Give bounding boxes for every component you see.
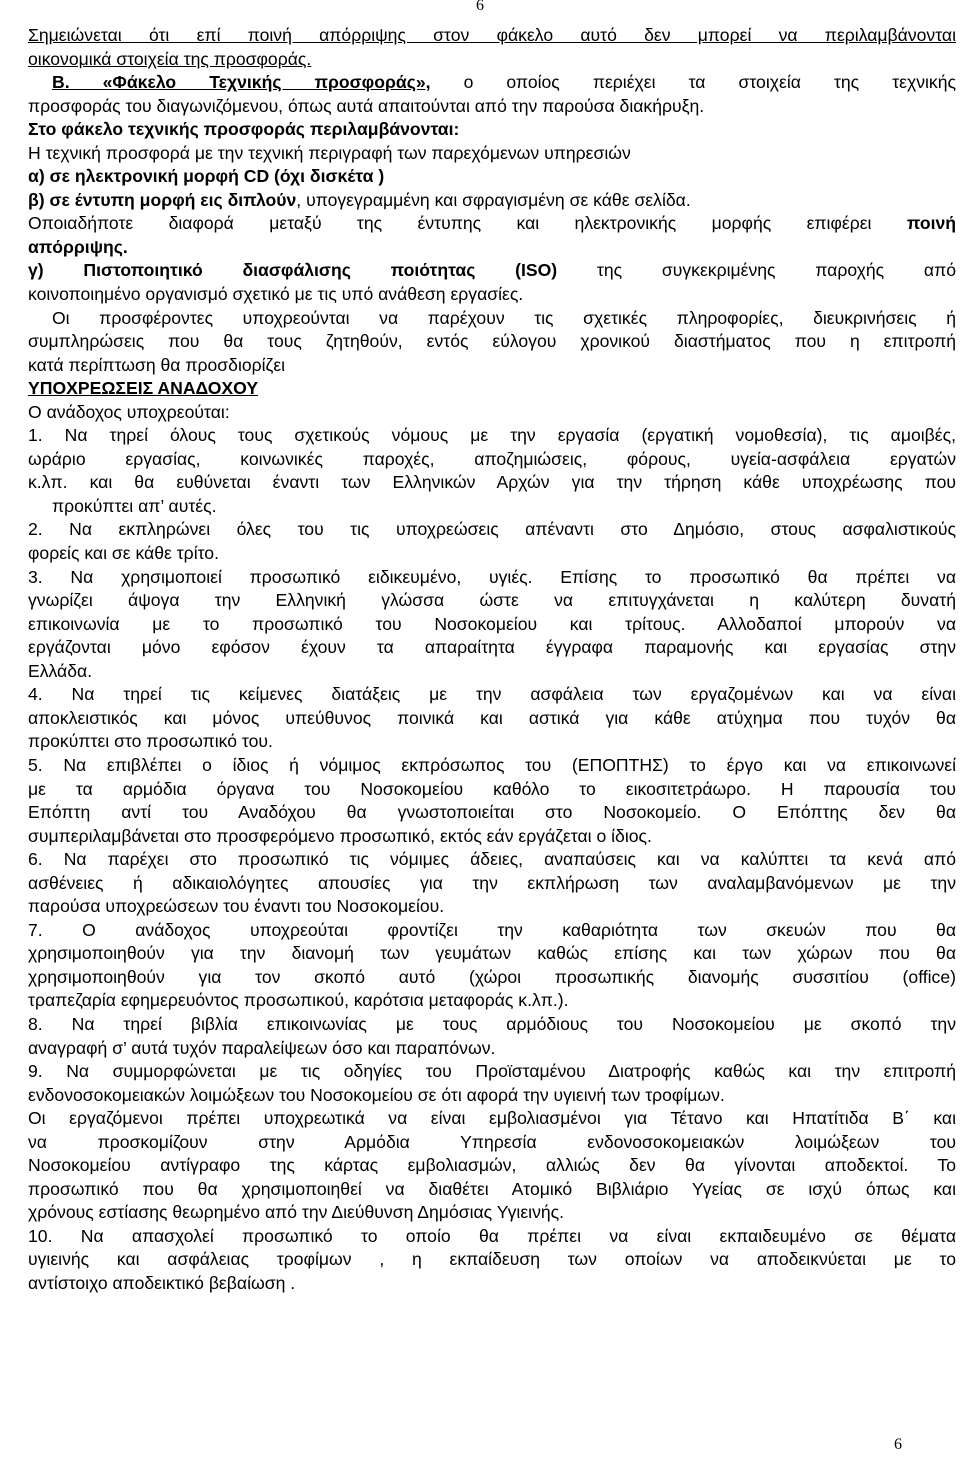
obligation-line: Ελλάδα. xyxy=(28,660,93,681)
obligation-item-7 xyxy=(28,919,956,1013)
obligation-line: χρησιμοποιηθούν για την διανομή των γευμάτων καθώς επίσης και των χώρων που θα xyxy=(28,943,956,964)
obligation-line: προκύπτει απ’ αυτές. xyxy=(52,495,217,516)
iso-certificate-label: γ) Πιστοποιητικό διασφάλισης ποιότητας (ISO) xyxy=(28,260,558,281)
obligation-item-9 xyxy=(28,1060,956,1107)
obligation-line: αποκλειστικός και μόνος υπεύθυνος ποινικά και αστικά για κάθε ατύχημα που τυχόν θα xyxy=(28,707,956,728)
workers-line: να προσκομίζουν στην Αρμόδια Υπηρεσία ενδονοσοκομειακών λοιμώξεων του xyxy=(28,1131,956,1152)
iso-certificate-text: της συγκεκριμένης παροχής από xyxy=(557,260,956,281)
section-b-label: Β. «Φάκελο Τεχνικής προσφοράς», xyxy=(52,72,431,93)
obligation-item-2 xyxy=(28,518,956,565)
obligation-item-1 xyxy=(28,424,956,518)
obligation-item-6 xyxy=(28,848,956,919)
bidders-line-1: Οι προσφέροντες υποχρεούνται να παρέχουν τις σχετικές πληροφορίες, διευκρινήσεις ή xyxy=(52,307,956,328)
obligation-line: ενδονοσοκομειακών λοιμώξεων του Νοσοκομείου σε ότι αφορά την υγιεινή των τροφίμων. xyxy=(28,1084,725,1105)
technical-item-b-rest: , υπογεγραμμένη και σφραγισμένη σε κάθε σελίδα. xyxy=(296,189,691,210)
workers-line: Νοσοκομείου αντίγραφο της κάρτας εμβολιασμών, αλλιώς δεν θα γίνονται αποδεκτοί. Το xyxy=(28,1155,956,1176)
obligation-line: 1. Να τηρεί όλους τους σχετικούς νόμους με την εργασία (εργατική νομοθεσία), τις αμοιβές, xyxy=(28,425,956,446)
page-number-bottom: 6 xyxy=(894,1436,902,1453)
obligation-line: φορείς και σε κάθε τρίτο. xyxy=(28,543,219,564)
document-body xyxy=(28,24,956,1296)
obligation-line: Επόπτη αντί του Αναδόχου θα γνωστοποιείται στο Νοσοκομείο. Ο Επόπτης δεν θα xyxy=(28,802,956,823)
bidders-line-2: συμπληρώσεις που θα τους ζητηθούν, εντός εύλογου χρονικού διαστήματος που η επιτροπή xyxy=(28,331,956,352)
obligation-line: 7. Ο ανάδοχος υποχρεούται φροντίζει την καθαριότητα των σκευών που θα xyxy=(28,919,956,940)
technical-item-a: α) σε ηλεκτρονική μορφή CD (όχι δισκέτα ) xyxy=(28,166,385,187)
technical-item-b-bold: β) σε έντυπη μορφή εις διπλούν xyxy=(28,189,297,210)
obligations-intro: Ο ανάδοχος υποχρεούται: xyxy=(28,401,230,422)
obligation-line: ασθένειες ή αδικαιολόγητες απουσίες για την εκπλήρωση των αναλαμβανόμενων με την xyxy=(28,872,956,893)
section-b-line-2: προσφοράς του διαγωνιζόμενου, όπως αυτά απαιτούνται από την παρούσα διακήρυξη. xyxy=(28,95,705,116)
obligation-item-3 xyxy=(28,566,956,684)
difference-penalty-2: απόρριψης. xyxy=(28,236,128,257)
obligation-line: 8. Να τηρεί βιβλία επικοινωνίας με τους αρμόδιους του Νοσοκομείου με σκοπό την xyxy=(28,1013,956,1034)
workers-line: Οι εργαζόμενοι πρέπει υποχρεωτικά να είναι εμβολιασμένοι για Τέτανο και Ηπατίτιδα Β΄ και xyxy=(28,1108,956,1129)
obligation-line: 6. Να παρέχει στο προσωπικό τις νόμιμες άδειες, αναπαύσεις και να καλύπτει τα κενά από xyxy=(28,849,956,870)
workers-line: προσωπικό που θα χρησιμοποιηθεί να διαθέτει Ατομικό Βιβλιάριο Υγείας σε ισχύ όπως και xyxy=(28,1178,956,1199)
obligation-line: υγιεινής και ασφάλειας τροφίμων , η εκπαίδευση των οποίων να αποδεικνύεται με το xyxy=(28,1249,956,1270)
bidders-line-3: κατά περίπτωση θα προσδιορίζει xyxy=(28,354,286,375)
difference-line-1 xyxy=(28,212,956,236)
obligations-list xyxy=(28,424,956,1107)
obligation-line: αναγραφή σ’ αυτά τυχόν παραλείψεων όσο και παραπόνων. xyxy=(28,1037,496,1058)
obligation-line: προκύπτει στο προσωπικό του. xyxy=(28,731,273,752)
technical-intro: Η τεχνική προσφορά με την τεχνική περιγραφή των παρεχόμενων υπηρεσιών xyxy=(28,142,631,163)
obligation-line: 2. Να εκπληρώνει όλες του τις υποχρεώσεις απέναντι στο Δημόσιο, στους ασφαλιστικούς xyxy=(28,519,956,540)
obligation-line: 3. Να χρησιμοποιεί προσωπικό ειδικευμένο, υγιές. Επίσης το προσωπικό θα πρέπει να xyxy=(28,566,956,587)
obligation-line: επικοινωνία με το προσωπικό του Νοσοκομείου και τρίτους. Αλλοδαποί μπορούν να xyxy=(28,613,956,634)
obligation-line: ωράριο εργασίας, κοινωνικές παροχές, αποζημιώσεις, φόρους, υγεία-ασφάλεια εργατών xyxy=(28,448,956,469)
obligation-line: παρούσα υποχρεώσεων του έναντι του Νοσοκομείου. xyxy=(28,896,445,917)
technical-item-b xyxy=(28,189,956,213)
obligation-line: κ.λπ. και θα ευθύνεται έναντι των Ελληνικών Αρχών για την τήρηση κάθε υποχρέωσης που xyxy=(28,472,956,493)
technical-item-c xyxy=(28,259,956,283)
obligation-line: 5. Να επιβλέπει ο ίδιος ή νόμιμος εκπρόσωπος του (ΕΠΟΠΤΗΣ) το έργο και να επικοινωνεί xyxy=(28,754,956,775)
workers-line: χρόνους εστίασης θεωρημένο από την Διεύθυνση Δημόσιας Υγιεινής. xyxy=(28,1202,565,1223)
technical-heading: Στο φάκελο τεχνικής προσφοράς περιλαμβάνονται: xyxy=(28,119,460,140)
technical-item-c-line-2: κοινοποιημένο οργανισμό σχετικό με τις υπό ανάθεση εργασίες. xyxy=(28,284,524,305)
page-number-top: 6 xyxy=(476,0,484,14)
obligation-line: εργάζονται μόνο εφόσον έχουν τα απαραίτητα έγγραφα παραμονής και εργασίας στην xyxy=(28,637,956,658)
obligation-item-10 xyxy=(28,1225,956,1296)
obligations-heading: ΥΠΟΧΡΕΩΣΕΙΣ ΑΝΑΔΟΧΟΥ xyxy=(28,378,259,399)
obligation-item-4 xyxy=(28,683,956,754)
obligation-line: αντίστοιχο αποδεικτικό βεβαίωση . xyxy=(28,1272,296,1293)
difference-text: Οποιαδήποτε διαφορά μεταξύ της έντυπης και ηλεκτρονικής μορφής επιφέρει xyxy=(28,213,907,234)
obligation-item-8 xyxy=(28,1013,956,1060)
obligation-line: συμπεριλαμβάνεται στο προσφερόμενο προσωπικό, εκτός εάν εργάζεται ο ίδιος. xyxy=(28,825,652,846)
obligation-line: χρησιμοποιηθούν για τον σκοπό αυτό (χώροι προσωπικής διανομής συσσιτίου (office) xyxy=(28,966,956,987)
obligation-line: 9. Να συμμορφώνεται με τις οδηγίες του Προϊσταμένου Διατροφής καθώς και την επιτροπή xyxy=(28,1061,956,1082)
obligation-line: τραπεζαρία εφημερευόντος προσωπικού, καρότσια μεταφοράς κ.λπ.). xyxy=(28,990,569,1011)
obligation-line: 4. Να τηρεί τις κείμενες διατάξεις με την ασφάλεια των εργαζομένων και να είναι xyxy=(28,684,956,705)
workers-paragraph xyxy=(28,1107,956,1225)
difference-penalty-1: ποινή xyxy=(906,213,956,234)
obligation-line: με τα αρμόδια όργανα του Νοσοκομείου καθόλο το εικοσιτετράωρο. Η παρουσία του xyxy=(28,778,956,799)
note-line-1: Σημειώνεται ότι επί ποινή απόρριψης στον φάκελο αυτό δεν μπορεί να περιλαμβάνονται xyxy=(28,25,956,45)
section-b-text: ο οποίος περιέχει τα στοιχεία της τεχνικής xyxy=(430,72,956,93)
obligation-line: 10. Να απασχολεί προσωπικό το οποίο θα πρέπει να είναι εκπαιδευμένο σε θέματα xyxy=(28,1225,956,1246)
section-b-line-1 xyxy=(28,71,956,95)
obligation-item-5 xyxy=(28,754,956,848)
note-line-2: οικονομικά στοιχεία της προσφοράς. xyxy=(28,48,312,69)
obligation-line: γνωρίζει άψογα την Ελληνική γλώσσα ώστε να επιτυγχάνεται η καλύτερη δυνατή xyxy=(28,590,956,611)
